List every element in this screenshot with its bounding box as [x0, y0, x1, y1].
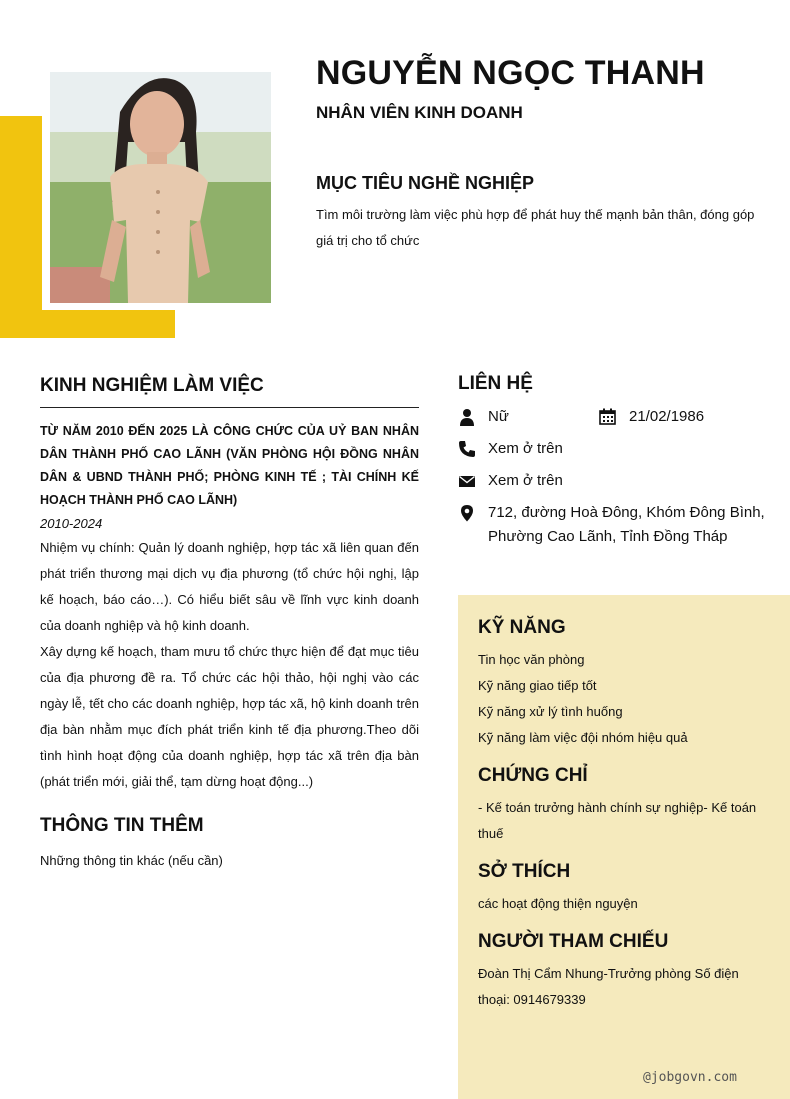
contact-row-gender-birthday [458, 405, 778, 429]
contact-row-address [458, 501, 778, 549]
phone-icon [458, 440, 476, 458]
experience-paragraph-2: Xây dựng kế hoạch, tham mưu tổ chức thực hiện để đạt mục tiêu của địa phương đề ra. Tổ chức các hội thảo, hội nghị vào các ngày lễ, tết cho các doanh nghiệp, hợp tác xã, hộ kinh doanh trên địa bàn nhằm mục đích phát triển kinh tế địa phương.Theo dõi tình hình hoạt động của doanh nghiệp, hợp tác xã trên địa bàn (phát triển mới, giải thể, tạm dừng hoạt động...) [40, 644, 419, 789]
contact-section [458, 373, 778, 557]
person-icon [458, 408, 476, 426]
experience-paragraph-1: Nhiệm vụ chính: Quản lý doanh nghiệp, hợp tác xã liên quan đến phát triển thương mại dịch vụ địa phương (tổ chức hội nghị, lập kế hoạch, báo cáo…). Có hiểu biết sâu về lĩnh vực kinh doanh của doanh nghiệp và hộ kinh doanh. [40, 540, 419, 633]
experience-heading: KINH NGHIỆM LÀM VIỆC [40, 375, 264, 396]
objective-text: Tìm môi trường làm việc phù hợp để phát huy thế mạnh bản thân, đóng góp giá trị cho tổ chức [316, 207, 755, 248]
calendar-icon [599, 408, 616, 425]
contact-address: 712, đường Hoà Đông, Khóm Đông Bình, Phường Cao Lãnh, Tỉnh Đồng Tháp [488, 504, 765, 545]
experience-job-title: TỪ NĂM 2010 ĐẾN 2025 LÀ CÔNG CHỨC CỦA UỶ BAN NHÂN DÂN THÀNH PHỐ CAO LÃNH (VĂN PHÒNG HỘI ĐỒNG NHÂN DÂN & UBND THÀNH PHỐ; PHÒNG KINH TẾ ; TÀI CHÍNH KẾ HOẠCH THÀNH PHỐ CAO LÃNH) [40, 424, 419, 507]
experience-divider [40, 407, 419, 408]
side-panel [458, 595, 790, 1099]
contact-birthday: 21/02/1986 [629, 408, 705, 425]
contact-gender: Nữ [488, 408, 509, 425]
decor-yellow-bar-horizontal [0, 310, 175, 338]
extra-info-heading: THÔNG TIN THÊM [40, 815, 204, 836]
contact-row-phone [458, 437, 778, 461]
skill-item: Tin học văn phòng [478, 652, 585, 667]
skill-item: Kỹ năng xử lý tình huống [478, 704, 623, 719]
skills-heading: KỸ NĂNG [478, 617, 566, 638]
skills-section [478, 617, 768, 751]
decor-yellow-bar-vertical [0, 116, 42, 338]
experience-date: 2010-2024 [40, 516, 103, 531]
mail-icon [458, 472, 476, 490]
references-text: Đoàn Thị Cẩm Nhung-Trưởng phòng Số điện thoại: 0914679339 [478, 966, 739, 1007]
location-pin-icon [458, 504, 476, 522]
hobbies-section [478, 861, 768, 917]
references-heading: NGƯỜI THAM CHIẾU [478, 931, 669, 952]
certificates-text: - Kế toán trưởng hành chính sự nghiệp- Kế toán thuế [478, 800, 757, 841]
hobbies-heading: SỞ THÍCH [478, 861, 571, 882]
contact-row-email [458, 469, 778, 493]
contact-heading: LIÊN HỆ [458, 373, 533, 394]
skill-item: Kỹ năng làm việc đội nhóm hiệu quả [478, 730, 688, 745]
profile-photo [50, 72, 271, 303]
candidate-name: NGUYỄN NGỌC THANH [316, 54, 705, 92]
objective-heading: MỤC TIÊU NGHỀ NGHIỆP [316, 173, 535, 193]
certificates-heading: CHỨNG CHỈ [478, 765, 588, 786]
left-column [40, 375, 419, 868]
references-section [478, 931, 768, 1013]
site-watermark: @jobgovn.com [643, 1070, 737, 1085]
contact-phone: Xem ở trên [488, 440, 563, 457]
extra-info-text: Những thông tin khác (nếu cần) [40, 853, 223, 868]
hobbies-text: các hoạt động thiện nguyện [478, 896, 638, 911]
contact-email: Xem ở trên [488, 472, 563, 489]
skill-item: Kỹ năng giao tiếp tốt [478, 678, 597, 693]
candidate-job-title: NHÂN VIÊN KINH DOANH [316, 103, 523, 122]
certificates-section [478, 765, 768, 847]
